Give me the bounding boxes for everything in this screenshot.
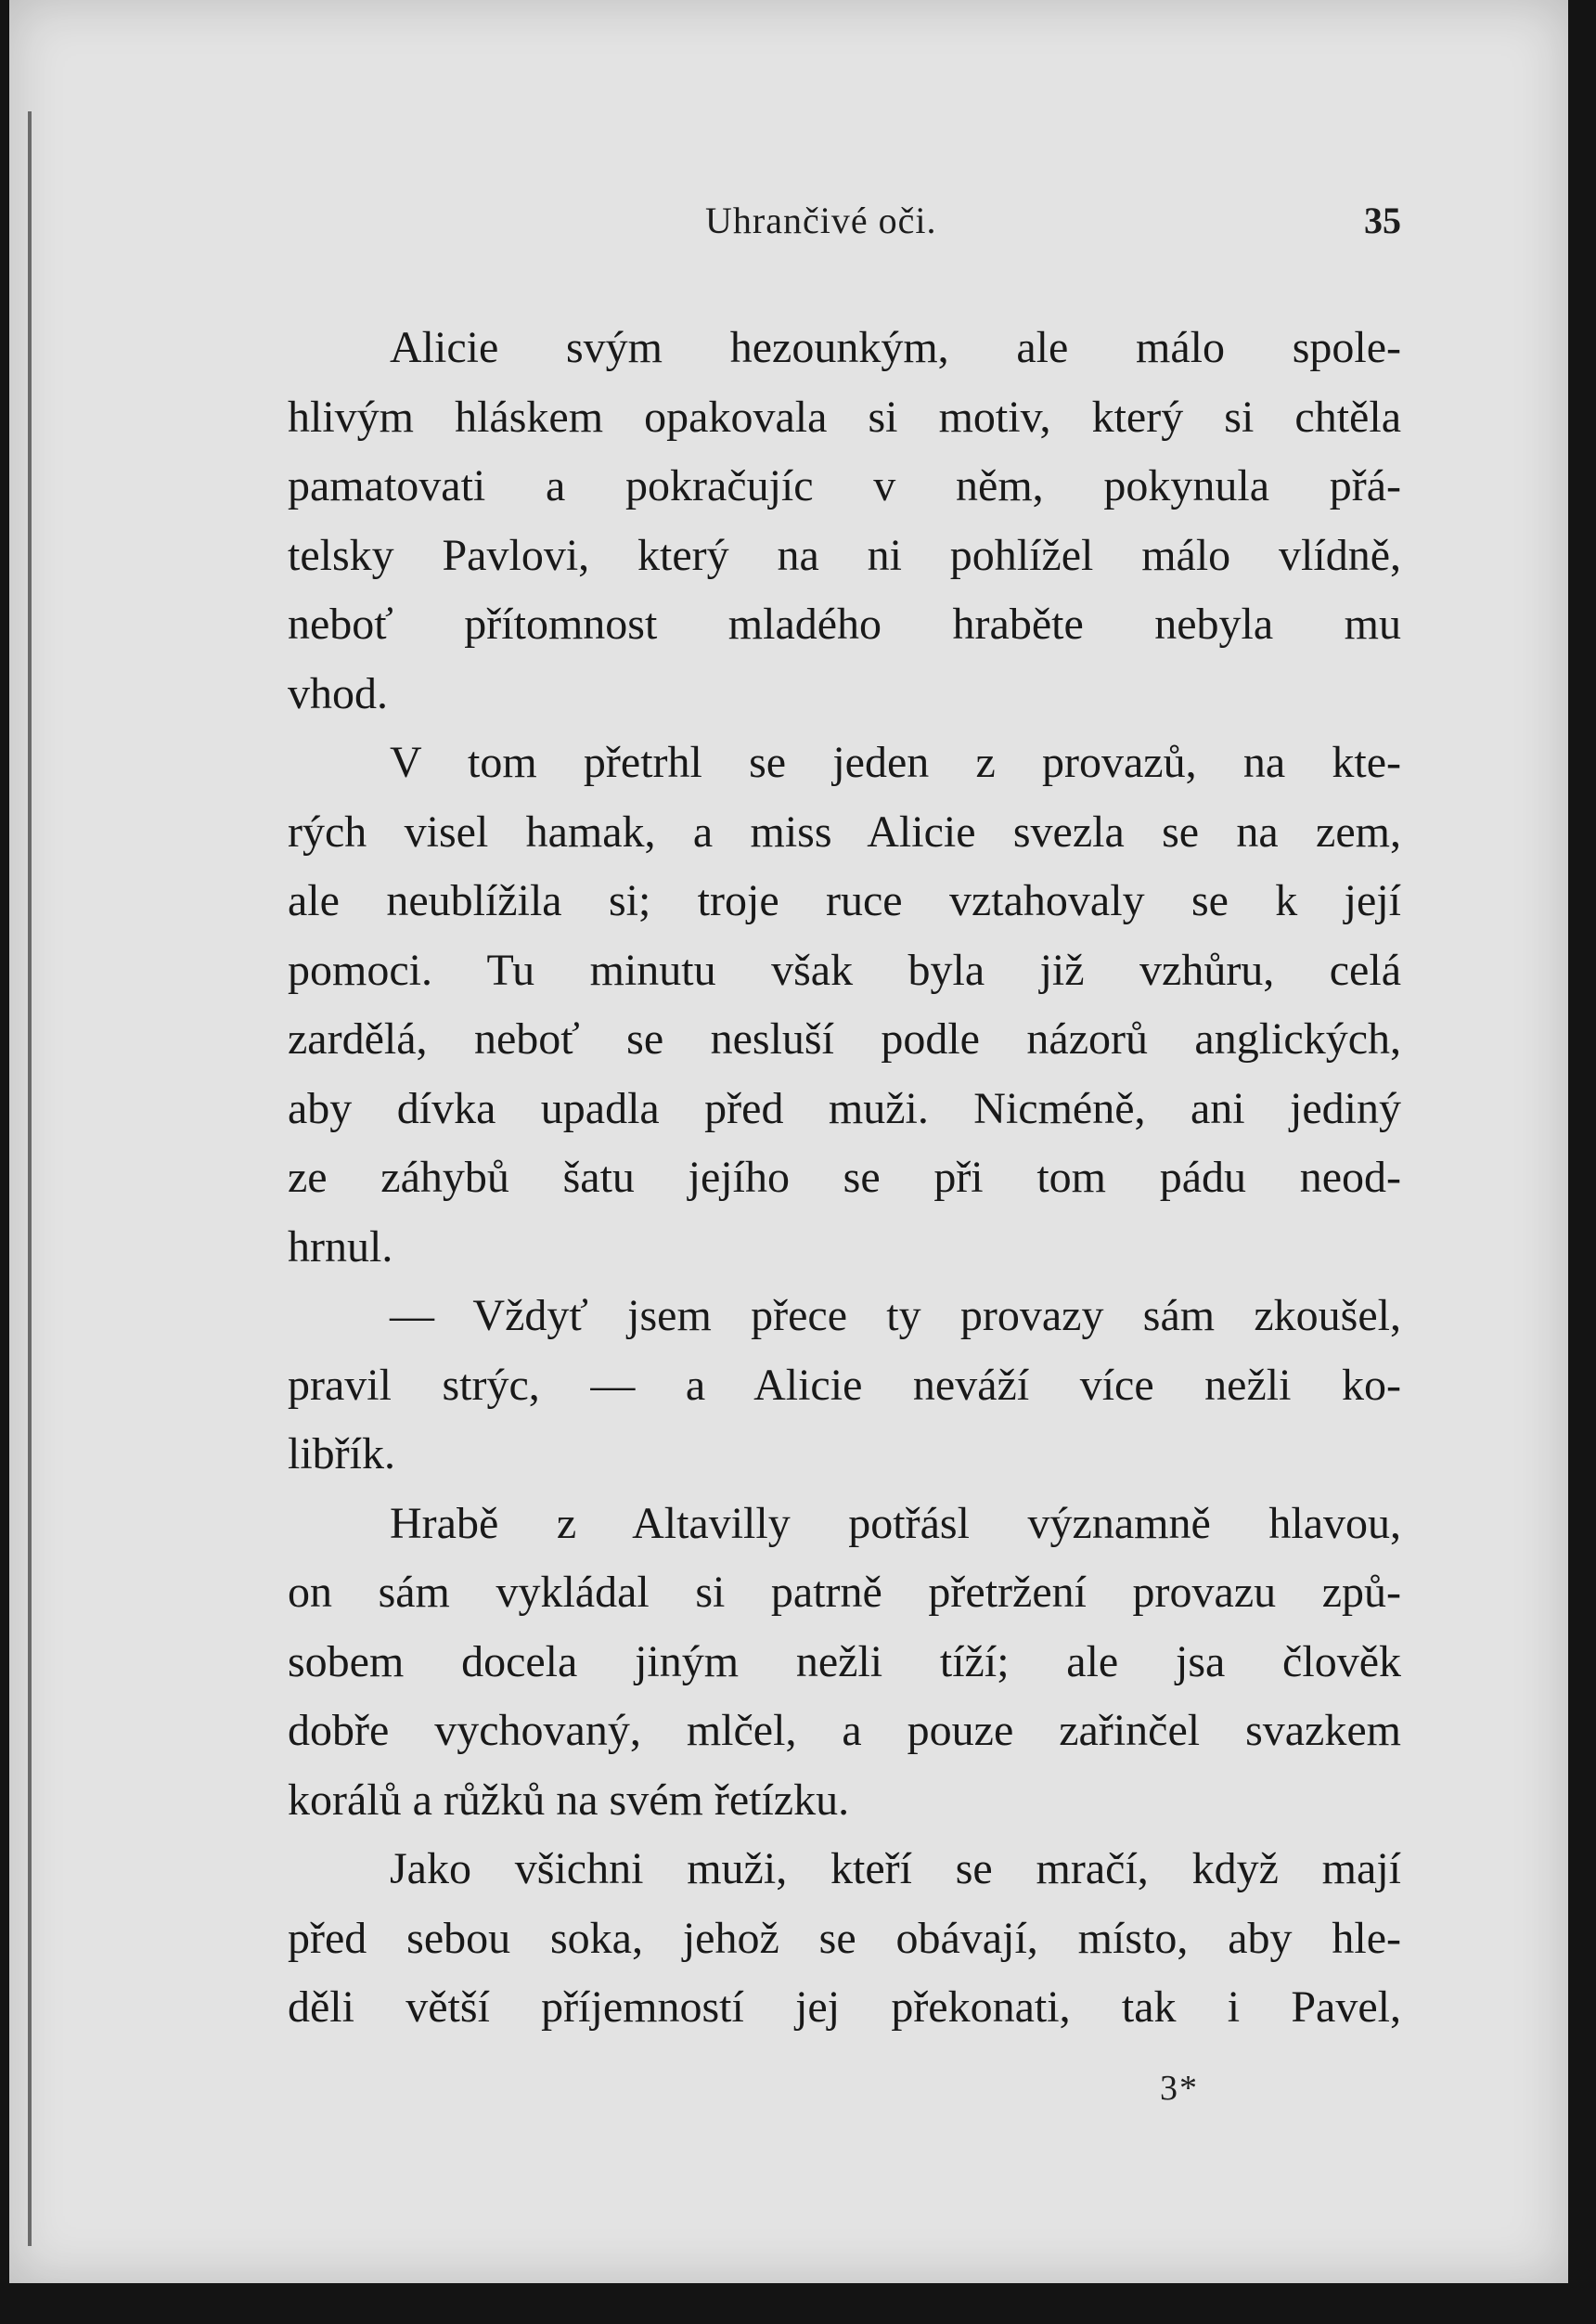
text-line: hlivým hláskem opakovala si motiv, který si chtěla (288, 392, 1401, 442)
text-line: zardělá, neboť se nesluší podle názorů anglických, (288, 1014, 1401, 1064)
text-line: V tom přetrhl se jeden z provazů, na kte- (390, 738, 1401, 787)
text-line: pamatovati a pokračujíc v něm, pokynula přá- (288, 461, 1401, 510)
text-line: aby dívka upadla před muži. Nicméně, ani jediný (288, 1083, 1401, 1133)
text-line: pravil strýc, — a Alicie neváží více nežli ko- (288, 1360, 1401, 1410)
text-line: dobře vychovaný, mlčel, a pouze zařinčel svazkem (288, 1706, 1401, 1755)
text-line: sobem docela jiným nežli tíží; ale jsa člověk (288, 1636, 1401, 1686)
page-header (288, 199, 1401, 245)
book-page (9, 0, 1568, 2283)
text-line: vhod. (288, 668, 388, 718)
text-line: pomoci. Tu minutu však byla již vzhůru, celá (288, 945, 1401, 995)
text-line: telsky Pavlovi, který na ni pohlížel málo vlídně, (288, 530, 1401, 580)
text-line: — Vždyť jsem přece ty provazy sám zkoušel, (390, 1291, 1401, 1340)
body-text (288, 314, 1401, 2043)
text-line: libřík. (288, 1429, 395, 1478)
text-line: Jako všichni muži, kteří se mračí, když mají (390, 1844, 1401, 1893)
page-edge-rule (28, 111, 32, 2246)
text-line: ze záhybů šatu jejího se při tom pádu neod- (288, 1153, 1401, 1202)
text-line: Alicie svým hezounkým, ale málo spole- (390, 323, 1401, 372)
page-number: 35 (1364, 200, 1401, 241)
text-line: neboť přítomnost mladého hraběte nebyla mu (288, 600, 1401, 649)
signature-mark: 3* (1160, 2069, 1199, 2108)
running-title: Uhrančivé oči. (705, 200, 937, 241)
text-line: rých visel hamak, a miss Alicie svezla se na zem, (288, 807, 1401, 857)
text-line: Hrabě z Altavilly potřásl významně hlavou, (390, 1498, 1401, 1548)
text-line: děli větší příjemností jej překonati, tak i Pavel, (288, 1982, 1401, 2032)
text-line: on sám vykládal si patrně přetržení provazu způ- (288, 1568, 1401, 1617)
text-line: před sebou soka, jehož se obávají, místo, aby hle- (288, 1913, 1401, 1963)
text-line: ale neublížila si; troje ruce vztahovaly se k její (288, 876, 1401, 925)
text-line: hrnul. (288, 1221, 393, 1272)
text-line: korálů a růžků na svém řetízku. (288, 1775, 850, 1825)
